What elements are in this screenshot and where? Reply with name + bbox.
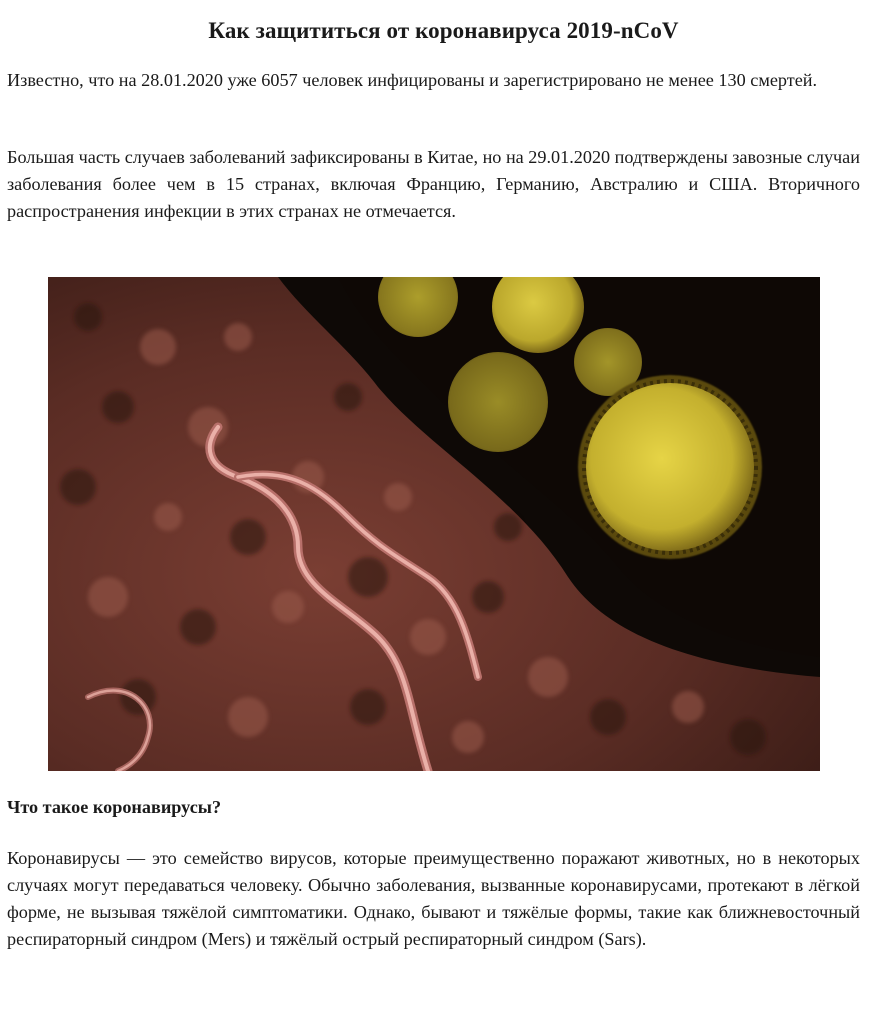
section-heading: Что такое коронавирусы? <box>7 797 222 817</box>
large-virus-particle <box>578 375 762 559</box>
coronavirus-micrograph <box>48 277 820 771</box>
paragraph-coronavirus-definition: Коронавирусы — это семейство вирусов, которые преимущественно поражают животных, но в некоторых случаях могут передаваться человеку. Обычно заболевания, вызванные коронавирусами, протекают в лёгкой форме, не вызывая тяжёлой симптоматики. Однако, бывают и тяжёлые формы, такие как ближневосточный респираторный синдром (Mers) и тяжёлый острый респираторный синдром (Sars). <box>7 848 860 949</box>
virus-particle <box>448 352 548 452</box>
paragraph-infection-stats: Известно, что на 28.01.2020 уже 6057 человек инфицированы и зарегистрировано не менее 130 смертей. <box>7 70 818 90</box>
document-title: Как защититься от коронавируса 2019-nCoV <box>208 18 679 43</box>
paragraph-spread: Большая часть случаев заболеваний зафиксированы в Китае, но на 29.01.2020 подтверждены завозные случаи заболевания более чем в 15 странах, включая Францию, Германию, Австралию и США. Вторичного распространения инфекции в этих странах не отмечается. <box>7 147 860 221</box>
micrograph-illustration <box>48 277 820 771</box>
